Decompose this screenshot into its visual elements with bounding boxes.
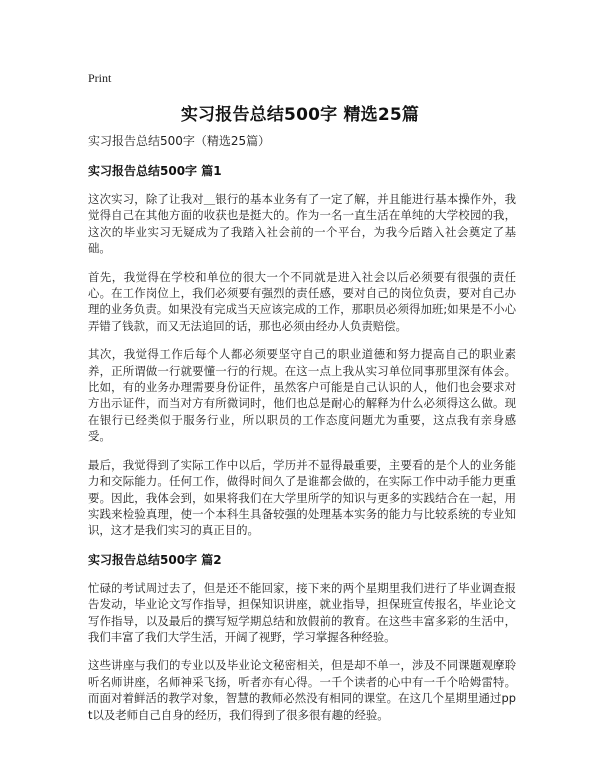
article-body [88,162,516,735]
paragraph: 其次，我觉得工作后每个人都必须要坚守自己的职业道德和努力提高自己的职业素养，正所谓做一行就要懂一行的行规。在这一点上我从实习单位同事那里深有体会。比如，有的业务办理需要身份证件，虽然客户可能是自己认识的人，他们也会要求对方出示证件，而当对方有所微词时，他们也总是耐心的解释为什么必须得这么做。现在银行已经类似于服务行业，所以职员的工作态度问题尤为重要，这点我有亲身感受。 [88,347,516,444]
page-subtitle: 实习报告总结500字（精选25篇） [88,134,271,148]
paragraph: 这次实习，除了让我对＿银行的基本业务有了一定了解，并且能进行基本操作外，我觉得自己在其他方面的收获也是挺大的。作为一名一直生活在单纯的大学校园的我，这次的毕业实习无疑成为了我踏入社会前的一个平台，为我今后踏入社会奠定了基础。 [88,192,516,256]
paragraph: 首先，我觉得在学校和单位的很大一个不同就是进入社会以后必须要有很强的责任心。在工作岗位上，我们必须要有强烈的责任感，要对自己的岗位负责，要对自己办理的业务负责。如果没有完成当天应该完成的工作，那职员必须得加班;如果是不小心弄错了钱款，而又无法追回的话，那也必须由经办人负责赔偿。 [88,269,516,333]
section-1 [88,162,516,539]
section-heading: 实习报告总结500字 篇2 [88,552,222,567]
section-2 [88,551,516,723]
section-heading: 实习报告总结500字 篇1 [88,164,222,178]
paragraph: 忙碌的考试周过去了，但是还不能回家，接下来的两个星期里我们进行了毕业调查报告发动，毕业论文写作指导，担保知识讲座，就业指导，担保班宣传报名，毕业论文写作指导，以及最后的撰写短学期总结和放假前的教育。在这些丰富多彩的生活中，我们丰富了我们大学生活，开阔了视野，学习掌握各种经验。 [88,580,516,644]
page-title: 实习报告总结500字 精选25篇 [180,105,420,125]
paragraph: 这些讲座与我们的专业以及毕业论文秘密相关，但是却不单一，涉及不同课题观摩聆听名师讲座，名师神采飞扬，听者亦有心得。一千个读者的心中有一千个哈姆雷特。而面对着鲜活的教学对象，智慧的教师必然没有相同的课堂。在这几个星期里通过ppt以及老师自己自身的经历，我们得到了很多很有趣的经验。 [88,658,516,722]
paragraph: 最后，我觉得到了实际工作中以后，学历并不显得最重要，主要看的是个人的业务能力和交际能力。任何工作，做得时间久了是谁都会做的，在实际工作中动手能力更重要。因此，我体会到，如果将我们在大学里所学的知识与更多的实践结合在一起，用实践来检验真理，使一个本科生具备较强的处理基本实务的能力与比较系统的专业知识，这才是我们实习的真正目的。 [88,457,516,538]
print-link[interactable]: Print [88,71,112,85]
